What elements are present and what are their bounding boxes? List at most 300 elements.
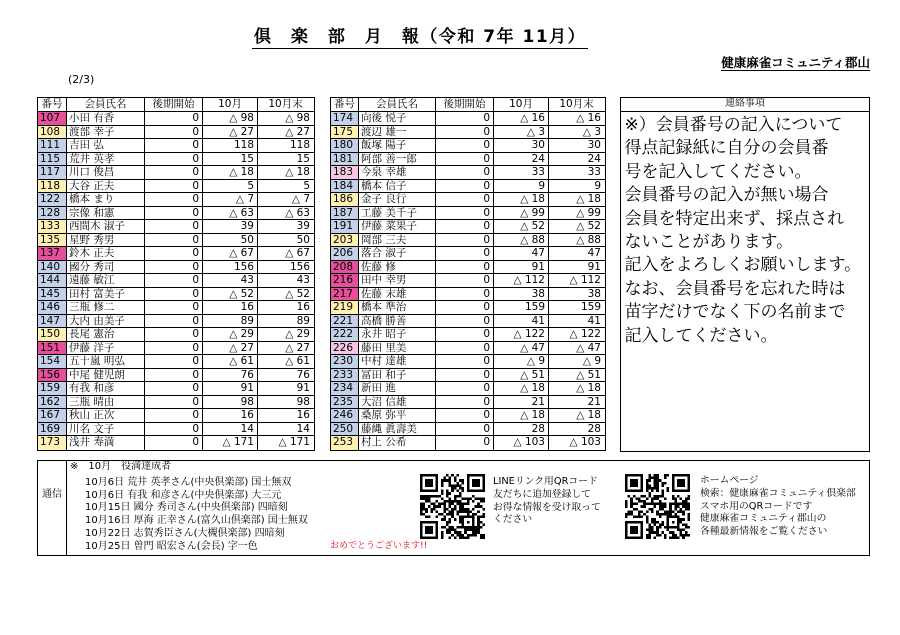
term-start-cell: 0 [145, 382, 203, 395]
term-start-cell: 0 [436, 315, 494, 328]
october-score-cell: △ 52 [494, 220, 549, 233]
member-number-cell: 174 [331, 112, 359, 125]
october-end-score-cell: △ 27 [285, 341, 310, 354]
member-name-cell: 五十嵐 明弘 [67, 355, 145, 368]
member-number-cell: 173 [38, 436, 67, 450]
term-start-cell: 0 [145, 328, 203, 341]
term-start-cell: 0 [145, 247, 203, 260]
member-number-cell: 208 [331, 261, 359, 274]
member-number-cell: 135 [38, 234, 67, 247]
homepage-qr-caption-line: スマホ用のQRコードです [700, 500, 813, 512]
table-row [331, 139, 605, 153]
table-header-row [331, 98, 605, 112]
october-end-score-cell: 30 [587, 139, 601, 151]
table-row [38, 247, 314, 261]
table-row [331, 342, 605, 356]
table-row [331, 409, 605, 423]
member-name-cell: 荒井 英孝 [67, 153, 145, 166]
member-number-cell: 206 [331, 247, 359, 260]
term-start-cell: 0 [436, 193, 494, 206]
october-score-cell: 15 [203, 153, 258, 166]
member-name-cell: 金子 良行 [359, 193, 436, 206]
october-end-score-cell: △ 112 [569, 274, 601, 286]
term-start-cell: 0 [436, 247, 494, 260]
term-start-cell: 0 [145, 288, 203, 301]
notice-body [621, 112, 869, 348]
october-score-cell: 159 [494, 301, 549, 314]
table-row [331, 436, 605, 450]
title-container [150, 27, 690, 49]
october-end-score-cell: △ 18 [576, 409, 601, 421]
october-end-score-cell: 38 [587, 287, 601, 300]
term-start-cell: 0 [145, 409, 203, 422]
term-start-cell: 0 [145, 207, 203, 220]
header-member-name: 会員氏名 [359, 98, 436, 111]
october-end-score-cell: △ 18 [285, 166, 310, 178]
table-row [38, 261, 314, 275]
october-end-score-cell: 33 [587, 166, 601, 178]
member-name-cell: 渡辺 雄一 [359, 126, 436, 139]
member-name-cell: 新田 進 [359, 382, 436, 395]
member-number-cell: 234 [331, 382, 359, 395]
table-row [331, 220, 605, 234]
term-start-cell: 0 [145, 274, 203, 287]
term-start-cell: 0 [436, 288, 494, 301]
term-start-cell: 0 [436, 355, 494, 368]
table-row [38, 355, 314, 369]
header-october: 10月 [203, 98, 258, 111]
table-row [331, 261, 605, 275]
member-name-cell: 秋山 正次 [67, 409, 145, 422]
member-number-cell: 203 [331, 234, 359, 247]
table-row [38, 436, 314, 450]
member-name-cell: 藤田 里美 [359, 342, 436, 355]
member-number-cell: 175 [331, 126, 359, 139]
term-start-cell: 0 [145, 436, 203, 450]
homepage-qr-caption [700, 475, 856, 539]
october-end-score-cell: 43 [296, 274, 310, 286]
member-name-cell: 伊藤 洋子 [67, 342, 145, 355]
member-name-cell: 三瓶 晴由 [67, 396, 145, 409]
table-row [331, 193, 605, 207]
member-name-cell: 村上 公希 [359, 436, 436, 450]
member-number-cell: 167 [38, 409, 67, 422]
october-end-score-cell: 14 [296, 422, 310, 435]
member-name-cell: 橋本 まり [67, 193, 145, 206]
header-october-end: 10月末 [268, 98, 303, 110]
table-row [331, 288, 605, 302]
member-name-cell: 藤縄 眞壽美 [359, 423, 436, 436]
member-number-cell: 150 [38, 328, 67, 341]
member-name-cell: 中尾 健児朗 [67, 369, 145, 382]
notice-line: 記入をよろしくお願いします。 [624, 255, 862, 276]
organization-container [721, 52, 870, 71]
term-start-cell: 0 [436, 369, 494, 382]
october-score-cell: △ 52 [203, 288, 258, 301]
october-score-cell: 24 [494, 153, 549, 166]
notice-line: なお、会員番号を忘れた時は [624, 278, 846, 299]
term-start-cell: 0 [436, 423, 494, 436]
member-name-cell: 川口 俊昌 [67, 166, 145, 179]
term-start-cell: 0 [436, 153, 494, 166]
october-end-score-cell: △ 63 [285, 206, 310, 219]
term-start-cell: 0 [436, 301, 494, 314]
notice-line: 会員番号の記入が無い場合 [624, 185, 829, 206]
october-score-cell: △ 61 [203, 355, 258, 368]
member-number-cell: 230 [331, 355, 359, 368]
october-score-cell: 16 [203, 409, 258, 422]
member-name-cell: 永井 昭子 [359, 328, 436, 341]
member-name-cell: 遠藤 敏江 [67, 274, 145, 287]
october-score-cell: △ 47 [494, 342, 549, 355]
october-score-cell: 5 [203, 180, 258, 193]
member-name-cell: 佐藤 修 [359, 261, 436, 274]
october-score-cell: 41 [494, 315, 549, 328]
october-score-cell: △ 171 [203, 436, 258, 450]
table-header-row [38, 98, 314, 112]
october-end-score-cell: 39 [296, 220, 310, 232]
table-row [331, 382, 605, 396]
table-row [38, 166, 314, 180]
term-start-cell: 0 [145, 369, 203, 382]
header-member-number: 番号 [331, 98, 359, 111]
table-row [38, 382, 314, 396]
member-number-cell: 144 [38, 274, 67, 287]
table-row [331, 274, 605, 288]
member-number-cell: 115 [38, 153, 67, 166]
member-name-cell: 桑原 弥平 [359, 409, 436, 422]
yakuman-entry: 10月15日 國分 秀司さん(中央倶楽部) 四暗刻 [85, 502, 288, 514]
october-score-cell: △ 122 [494, 328, 549, 341]
october-end-score-cell: △ 171 [278, 436, 310, 448]
member-number-cell: 221 [331, 315, 359, 328]
member-name-cell: 大沼 信雄 [359, 396, 436, 409]
term-start-cell: 0 [436, 436, 494, 450]
yakuman-entry: 10月6日 荒井 英孝さん(中央倶楽部) 国士無双 [85, 477, 292, 488]
october-score-cell: △ 51 [494, 369, 549, 382]
term-start-cell: 0 [145, 139, 203, 152]
term-start-cell: 0 [436, 409, 494, 422]
october-score-cell: △ 112 [494, 274, 549, 287]
homepage-qr-caption-line: ホームページ [700, 475, 759, 486]
member-number-cell: 235 [331, 396, 359, 409]
october-end-score-cell: △ 122 [569, 328, 601, 340]
table-row [38, 153, 314, 167]
october-end-score-cell: 5 [303, 179, 310, 192]
table-row [38, 342, 314, 356]
member-number-cell: 146 [38, 301, 67, 314]
member-number-cell: 154 [38, 355, 67, 368]
october-score-cell: △ 27 [203, 126, 258, 139]
table-row [38, 180, 314, 194]
table-row [38, 409, 314, 423]
october-score-cell: 91 [494, 261, 549, 274]
october-end-score-cell: 98 [296, 395, 310, 408]
october-end-score-cell: △ 9 [582, 355, 601, 367]
member-name-cell: 岡部 三夫 [359, 234, 436, 247]
term-start-cell: 0 [145, 126, 203, 139]
october-score-cell: △ 29 [203, 328, 258, 341]
table-row [331, 328, 605, 342]
line-qr-code [420, 474, 485, 539]
member-name-cell: 小田 有香 [67, 112, 145, 125]
october-score-cell: 30 [494, 139, 549, 152]
member-number-cell: 181 [331, 153, 359, 166]
member-name-cell: 長尾 憲治 [67, 328, 145, 341]
notice-line: ※）会員番号の記入について [624, 115, 843, 135]
member-number-cell: 162 [38, 396, 67, 409]
member-name-cell: 星野 秀男 [67, 234, 145, 247]
congratulations-message: おめでとうございます!! [330, 541, 428, 551]
member-number-cell: 137 [38, 247, 67, 260]
member-name-cell: 浅井 寿満 [67, 436, 145, 450]
term-start-cell: 0 [145, 180, 203, 193]
table-row [331, 369, 605, 383]
header-term-start: 後期開始 [145, 98, 203, 111]
table-row [331, 355, 605, 369]
term-start-cell: 0 [436, 396, 494, 409]
member-name-cell: 今泉 幸雄 [359, 166, 436, 179]
october-score-cell: △ 98 [203, 112, 258, 125]
table-row [38, 423, 314, 437]
october-end-score-cell: △ 47 [576, 341, 601, 354]
notice-line: 会員を特定出来ず、採点され [624, 208, 845, 229]
october-end-score-cell: 156 [289, 260, 310, 273]
organization-name: 健康麻雀コミュニティ郡山 [721, 55, 870, 70]
term-start-cell: 0 [145, 301, 203, 314]
member-name-cell: 大谷 正夫 [67, 180, 145, 193]
october-score-cell: △ 18 [494, 382, 549, 395]
member-number-cell: 147 [38, 315, 67, 328]
member-number-cell: 184 [331, 180, 359, 193]
member-number-cell: 151 [38, 342, 67, 355]
october-score-cell: 16 [203, 301, 258, 314]
october-end-score-cell: △ 7 [291, 193, 310, 205]
member-name-cell: 飯塚 陽子 [359, 139, 436, 152]
october-score-cell: △ 27 [203, 342, 258, 355]
homepage-qr-caption-line: 健康麻雀コミュニティ郡山の [700, 513, 827, 525]
term-start-cell: 0 [436, 234, 494, 247]
term-start-cell: 0 [145, 423, 203, 436]
october-score-cell: △ 67 [203, 247, 258, 260]
yakuman-entry: 10月16日 厚海 正幸さん(富久山倶楽部) 国士無双 [85, 515, 308, 527]
october-score-cell: 50 [203, 234, 258, 247]
yakuman-achievers-list [85, 477, 308, 553]
header-member-number: 番号 [38, 98, 67, 111]
member-name-cell: 田村 富美子 [67, 288, 145, 301]
term-start-cell: 0 [436, 180, 494, 193]
october-score-cell: 33 [494, 166, 549, 179]
term-start-cell: 0 [145, 166, 203, 179]
member-name-cell: 高橋 勝善 [359, 315, 436, 328]
left-score-table [37, 97, 315, 451]
table-row [331, 166, 605, 180]
term-start-cell: 0 [436, 139, 494, 152]
member-number-cell: 140 [38, 261, 67, 274]
table-row [331, 301, 605, 315]
october-score-cell: 43 [203, 274, 258, 287]
member-number-cell: 226 [331, 342, 359, 355]
qr-modules [420, 474, 485, 539]
header-member-name: 会員氏名 [67, 98, 145, 111]
member-name-cell: 川名 文子 [67, 423, 145, 436]
october-score-cell: △ 103 [494, 436, 549, 450]
october-score-cell: △ 18 [494, 193, 549, 206]
october-end-score-cell: 76 [296, 368, 310, 381]
october-end-score-cell: 24 [587, 152, 601, 165]
notice-line: 苗字だけでなく下の名前まで [624, 302, 846, 323]
member-number-cell: 191 [331, 220, 359, 233]
table-row [38, 369, 314, 383]
member-number-cell: 219 [331, 301, 359, 314]
member-name-cell: 國分 秀司 [67, 261, 145, 274]
term-start-cell: 0 [436, 382, 494, 395]
october-score-cell: △ 63 [203, 207, 258, 220]
member-number-cell: 159 [38, 382, 67, 395]
table-row [38, 301, 314, 315]
october-score-cell: 91 [203, 382, 258, 395]
october-score-cell: △ 99 [494, 207, 549, 220]
notice-line: ないことがあります。 [624, 232, 794, 253]
october-end-score-cell: 118 [289, 139, 310, 151]
member-name-cell: 佐藤 末雄 [359, 288, 436, 301]
table-row [331, 126, 605, 140]
bulletin-label-column [38, 461, 67, 555]
october-end-score-cell: 89 [296, 314, 310, 327]
member-name-cell: 橋本 信子 [359, 180, 436, 193]
member-name-cell: 鈴木 正夫 [67, 247, 145, 260]
term-start-cell: 0 [145, 261, 203, 274]
october-end-score-cell: △ 16 [576, 112, 601, 124]
member-number-cell: 186 [331, 193, 359, 206]
october-score-cell: 38 [494, 288, 549, 301]
table-row [38, 207, 314, 221]
member-name-cell: 工藤 美千子 [359, 207, 436, 220]
october-end-score-cell: △ 98 [285, 112, 310, 124]
october-end-score-cell: 47 [587, 247, 601, 259]
notice-line: 号を記入してください。 [624, 161, 812, 182]
line-qr-caption-line: LINEリンク用QRコード [493, 476, 598, 487]
october-end-score-cell: 41 [587, 314, 601, 327]
term-start-cell: 0 [436, 126, 494, 139]
table-row [38, 112, 314, 126]
table-row [38, 234, 314, 248]
october-end-score-cell: 50 [296, 233, 310, 246]
october-score-cell: △ 16 [494, 112, 549, 125]
table-row [331, 315, 605, 329]
line-qr-caption-line: お得な情報を受け取って [493, 501, 601, 513]
october-end-score-cell: 91 [296, 382, 310, 394]
term-start-cell: 0 [436, 342, 494, 355]
qr-modules [625, 474, 690, 539]
table-row [331, 234, 605, 248]
member-name-cell: 中村 達雄 [359, 355, 436, 368]
october-end-score-cell: △ 18 [576, 382, 601, 394]
term-start-cell: 0 [436, 261, 494, 274]
term-start-cell: 0 [145, 396, 203, 409]
table-row [331, 153, 605, 167]
header-term-start: 後期開始 [436, 98, 494, 111]
member-name-cell: 西間木 淑子 [67, 220, 145, 233]
october-score-cell: 76 [203, 369, 258, 382]
member-number-cell: 233 [331, 369, 359, 382]
member-number-cell: 145 [38, 288, 67, 301]
october-score-cell: 21 [494, 396, 549, 409]
member-number-cell: 216 [331, 274, 359, 287]
october-score-cell: 89 [203, 315, 258, 328]
table-row [38, 315, 314, 329]
table-row [38, 220, 314, 234]
october-end-score-cell: △ 3 [582, 125, 601, 138]
october-score-cell: 118 [203, 139, 258, 152]
term-start-cell: 0 [436, 274, 494, 287]
table-row [38, 139, 314, 153]
member-number-cell: 128 [38, 207, 67, 220]
member-number-cell: 180 [331, 139, 359, 152]
member-number-cell: 217 [331, 288, 359, 301]
october-score-cell: 9 [494, 180, 549, 193]
member-name-cell: 吉田 弘 [67, 139, 145, 152]
yakuman-entry: 10月25日 曽門 昭宏さん(会長) 字一色 [85, 540, 258, 552]
member-number-cell: 246 [331, 409, 359, 422]
notice-header: 連絡事項 [621, 98, 869, 112]
member-number-cell: 187 [331, 207, 359, 220]
term-start-cell: 0 [145, 234, 203, 247]
table-row [38, 193, 314, 207]
term-start-cell: 0 [145, 355, 203, 368]
october-score-cell: △ 9 [494, 355, 549, 368]
member-name-cell: 橋本 準治 [359, 301, 436, 314]
october-end-score-cell: △ 61 [285, 355, 310, 367]
notice-line: 記入してください。 [624, 325, 778, 346]
october-score-cell: 47 [494, 247, 549, 260]
member-name-cell: 渡部 幸子 [67, 126, 145, 139]
term-start-cell: 0 [145, 220, 203, 233]
october-end-score-cell: △ 52 [576, 220, 601, 232]
member-number-cell: 122 [38, 193, 67, 206]
october-end-score-cell: △ 103 [569, 436, 601, 448]
member-number-cell: 183 [331, 166, 359, 179]
table-row [331, 180, 605, 194]
table-row [38, 274, 314, 288]
table-row [38, 126, 314, 140]
member-name-cell: 阿部 善一郎 [359, 153, 436, 166]
yakuman-entry: 10月22日 志賀秀臣さん(大槻倶楽部) 四暗刻 [85, 527, 285, 539]
table-row [331, 396, 605, 410]
october-score-cell: △ 18 [494, 409, 549, 422]
member-name-cell: 伊藤 菜果子 [359, 220, 436, 233]
term-start-cell: 0 [436, 207, 494, 220]
term-start-cell: 0 [145, 193, 203, 206]
member-name-cell: 三瓶 修二 [67, 301, 145, 314]
member-name-cell: 冨田 和子 [359, 369, 436, 382]
header-october: 10月 [494, 98, 549, 111]
table-row [331, 423, 605, 437]
bulletin-label: 通信 [42, 489, 62, 500]
line-qr-caption-line: 友だちに追加登録して [493, 488, 591, 500]
october-score-cell: 98 [203, 396, 258, 409]
member-number-cell: 118 [38, 180, 67, 193]
table-row [331, 207, 605, 221]
october-end-score-cell: △ 29 [285, 328, 310, 340]
term-start-cell: 0 [145, 342, 203, 355]
october-end-score-cell: 15 [296, 152, 310, 165]
term-start-cell: 0 [436, 112, 494, 125]
october-end-score-cell: 159 [580, 301, 601, 313]
member-number-cell: 156 [38, 369, 67, 382]
table-row [331, 247, 605, 261]
term-start-cell: 0 [436, 166, 494, 179]
